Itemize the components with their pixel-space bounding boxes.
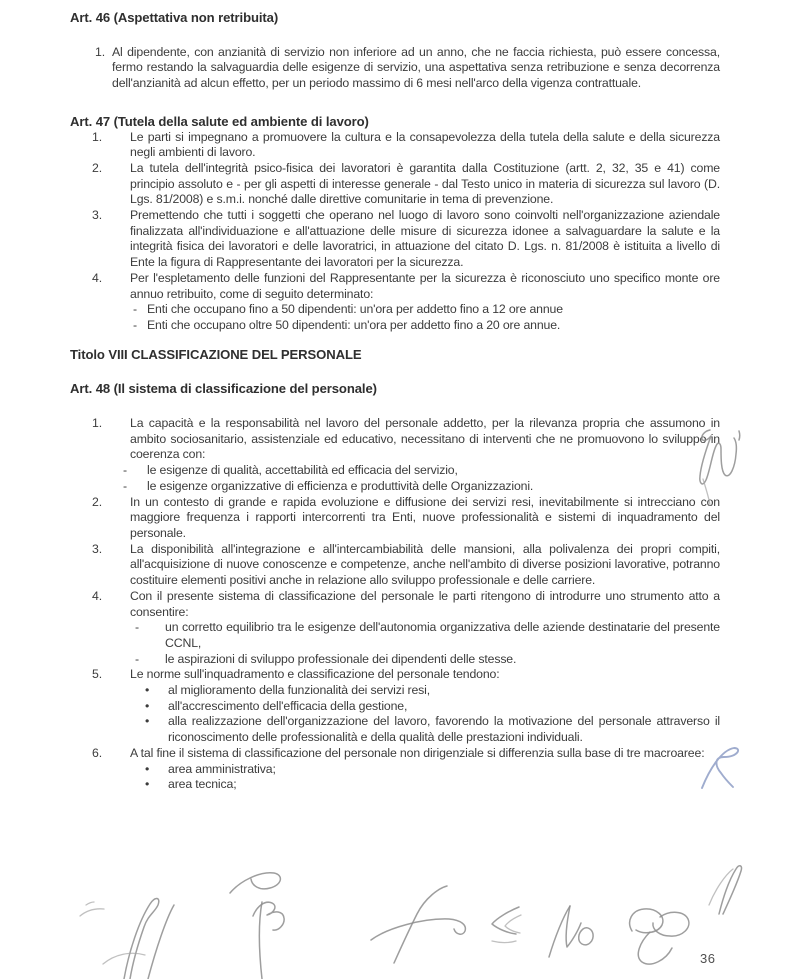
article-46-heading: Art. 46 (Aspettativa non retribuita) <box>70 10 279 25</box>
item-number: 2. <box>92 160 102 175</box>
sub-item <box>130 699 720 715</box>
list-item <box>70 208 720 271</box>
sub-item-text: le esigenze organizzative di efficienza e produttività delle Organizzazioni. <box>147 478 534 493</box>
item-text: La tutela dell'integrità psico-fisica dei lavoratori è garantita dalla Costituzione (artt. 2, 32, 35 e 41) come principio assoluto e - per gli aspetti di interesse generale - dal Testo unico in materia di sicurezza sul lavoro (D. Lgs. 81/2008) e s.m.i. nonché dalle direttive comunitarie in tema di prevenzione. <box>130 160 720 207</box>
list-item <box>70 271 720 334</box>
item-text: Le norme sull'inquadramento e classificazione del personale tendono: <box>130 667 500 682</box>
sub-item-text: Enti che occupano oltre 50 dipendenti: un'ora per addetto fino a 20 ore annue. <box>147 317 561 332</box>
item-text: Per l'espletamento delle funzioni del Rappresentante per la sicurezza è riconosciuto uno specifico monte ore annuo retribuito, come di seguito determinato: <box>130 270 720 301</box>
item-text: In un contesto di grande e rapida evoluzione e diffusione dei servizi resi, inevitabilmente si intrecciano con maggiore frequenza i rapporti intercorrenti tra Enti, nuove professionalità e sistemi di inquadramento del personale. <box>130 494 720 540</box>
article-47-heading: Art. 47 (Tutela della salute ed ambiente di lavoro) <box>70 113 369 129</box>
titolo-viii-heading: Titolo VIII CLASSIFICAZIONE DEL PERSONALE <box>70 346 362 362</box>
bullet-marker: • <box>145 777 150 792</box>
list-item <box>70 130 720 161</box>
item-text: Con il presente sistema di classificazione del personale le parti ritengono di introdurre uno strumento atto a consentire: <box>130 588 720 619</box>
sub-item-text: le aspirazioni di sviluppo professionale dei dipendenti delle stesse. <box>165 651 517 666</box>
sub-item-text: Enti che occupano fino a 50 dipendenti: un'ora per addetto fino a 12 ore annue <box>147 302 563 317</box>
article-46-body <box>70 45 720 92</box>
dash-marker: - <box>133 317 137 332</box>
pen-mark-angle <box>492 907 521 943</box>
list-item <box>70 589 720 668</box>
sub-item-text: all'accrescimento dell'efficacia della gestione, <box>168 698 408 713</box>
article-48-body <box>70 416 720 793</box>
item-number: 3. <box>92 208 102 223</box>
list-item <box>70 667 720 746</box>
sub-item-text: area amministrativa; <box>168 761 276 776</box>
signature-strike-middle <box>371 886 465 963</box>
dash-marker: - <box>123 463 127 478</box>
bullet-marker: • <box>145 698 150 713</box>
item-number: 6. <box>92 745 102 760</box>
item-number: 2. <box>92 494 102 509</box>
dash-marker: - <box>135 651 139 666</box>
item-text: A tal fine il sistema di classificazione del personale non dirigenziale si differenzia sulla base di tre macroaree: <box>130 745 705 760</box>
sub-item <box>130 762 720 778</box>
item-number: 4. <box>92 270 102 285</box>
item-number: 4. <box>92 588 102 603</box>
item-number: 1. <box>92 129 102 144</box>
pen-mark-double-loop <box>630 909 689 964</box>
bullet-marker: • <box>145 714 150 729</box>
list-item <box>70 45 720 92</box>
item-number: 1. <box>92 416 102 431</box>
list-item <box>70 416 720 495</box>
item-text: Le parti si impegnano a promuovere la cultura e la consapevolezza della tutela della salute e della sicurezza negli ambienti di lavoro. <box>130 129 720 160</box>
sub-item <box>130 620 720 651</box>
list-item <box>70 542 720 589</box>
signature-scribble-left <box>103 898 174 979</box>
pen-mark-one-loop <box>549 906 593 957</box>
signature-scribble-center <box>230 873 284 979</box>
dash-marker: - <box>133 302 137 317</box>
item-number: 3. <box>92 541 102 556</box>
sub-item <box>130 302 720 318</box>
document-content <box>70 10 720 793</box>
sub-item <box>130 318 720 334</box>
sub-item <box>130 777 720 793</box>
bullet-marker: • <box>145 761 150 776</box>
item-text: La disponibilità all'integrazione e all'intercambiabilità delle mansioni, alla polivalenza dei propri compiti, all'acquisizione di nuove conoscenze e competenze, anche nell'ambito di diverse posizioni lavorative, potranno costituire elementi positivi anche in relazione allo sviluppo professionale e delle carriere. <box>130 541 720 588</box>
page-number: 36 <box>700 951 716 966</box>
article-48-heading: Art. 48 (Il sistema di classificazione del personale) <box>70 381 377 397</box>
item-text: La capacità e la responsabilità nel lavoro del personale addetto, per la rilevanza propria che assumono in ambito sociosanitario, assistenziale ed educativo, necessitano di interventi che ne promuovono lo sviluppo in coerenza con: <box>130 416 720 462</box>
dash-marker: - <box>135 620 139 635</box>
list-item <box>70 746 720 793</box>
dash-marker: - <box>123 478 127 493</box>
pen-dash-small-left <box>80 902 104 916</box>
sub-item-text: area tecnica; <box>168 777 237 792</box>
sub-item-text: al miglioramento della funzionalità dei servizi resi, <box>168 683 431 698</box>
article-47-body <box>70 130 720 334</box>
sub-item <box>123 463 720 479</box>
sub-item-text: le esigenze di qualità, accettabilità ed efficacia del servizio, <box>147 463 458 478</box>
sub-item <box>130 714 720 745</box>
list-item <box>70 495 720 542</box>
bullet-marker: • <box>145 683 150 698</box>
item-number: 1. <box>95 44 105 59</box>
item-text: Al dipendente, con anzianità di servizio non inferiore ad un anno, che ne faccia richiesta, può essere concessa, fermo restando la salvaguardia delle esigenze di servizio, una aspettativa senza retribuzione e senza decorrenza dell'anzianità ad alcun effetto, per un periodo massimo di 6 mesi nell'arco della vigenza contrattuale. <box>112 44 720 91</box>
sub-item-text: alla realizzazione dell'organizzazione del lavoro, favorendo la motivazione del personale attraverso il riconoscimento delle professionalità e della qualità delle prestazioni individuali. <box>168 714 720 745</box>
item-text: Premettendo che tutti i soggetti che operano nel luogo di lavoro sono coinvolti nell'organizzazione aziendale finalizzata all'individuazione e all'attuazione delle misure di sicurezza idonee a salvaguardare la salute e la integrità fisica dei lavoratori e delle lavoratrici, in attuazione del citato D. Lgs. n. 81/2008 è istituita a livello di Ente la figura di Rappresentante dei lavoratori per la sicurezza. <box>130 208 720 270</box>
list-item <box>70 161 720 208</box>
item-number: 5. <box>92 667 102 682</box>
pen-mark-quote-right <box>709 866 742 914</box>
sub-item <box>123 478 720 495</box>
sub-item-text: un corretto equilibrio tra le esigenze dell'autonomia organizzativa delle aziende destinatarie del presente CCNL, <box>165 620 720 650</box>
sub-item <box>130 683 720 699</box>
sub-item <box>130 652 720 668</box>
